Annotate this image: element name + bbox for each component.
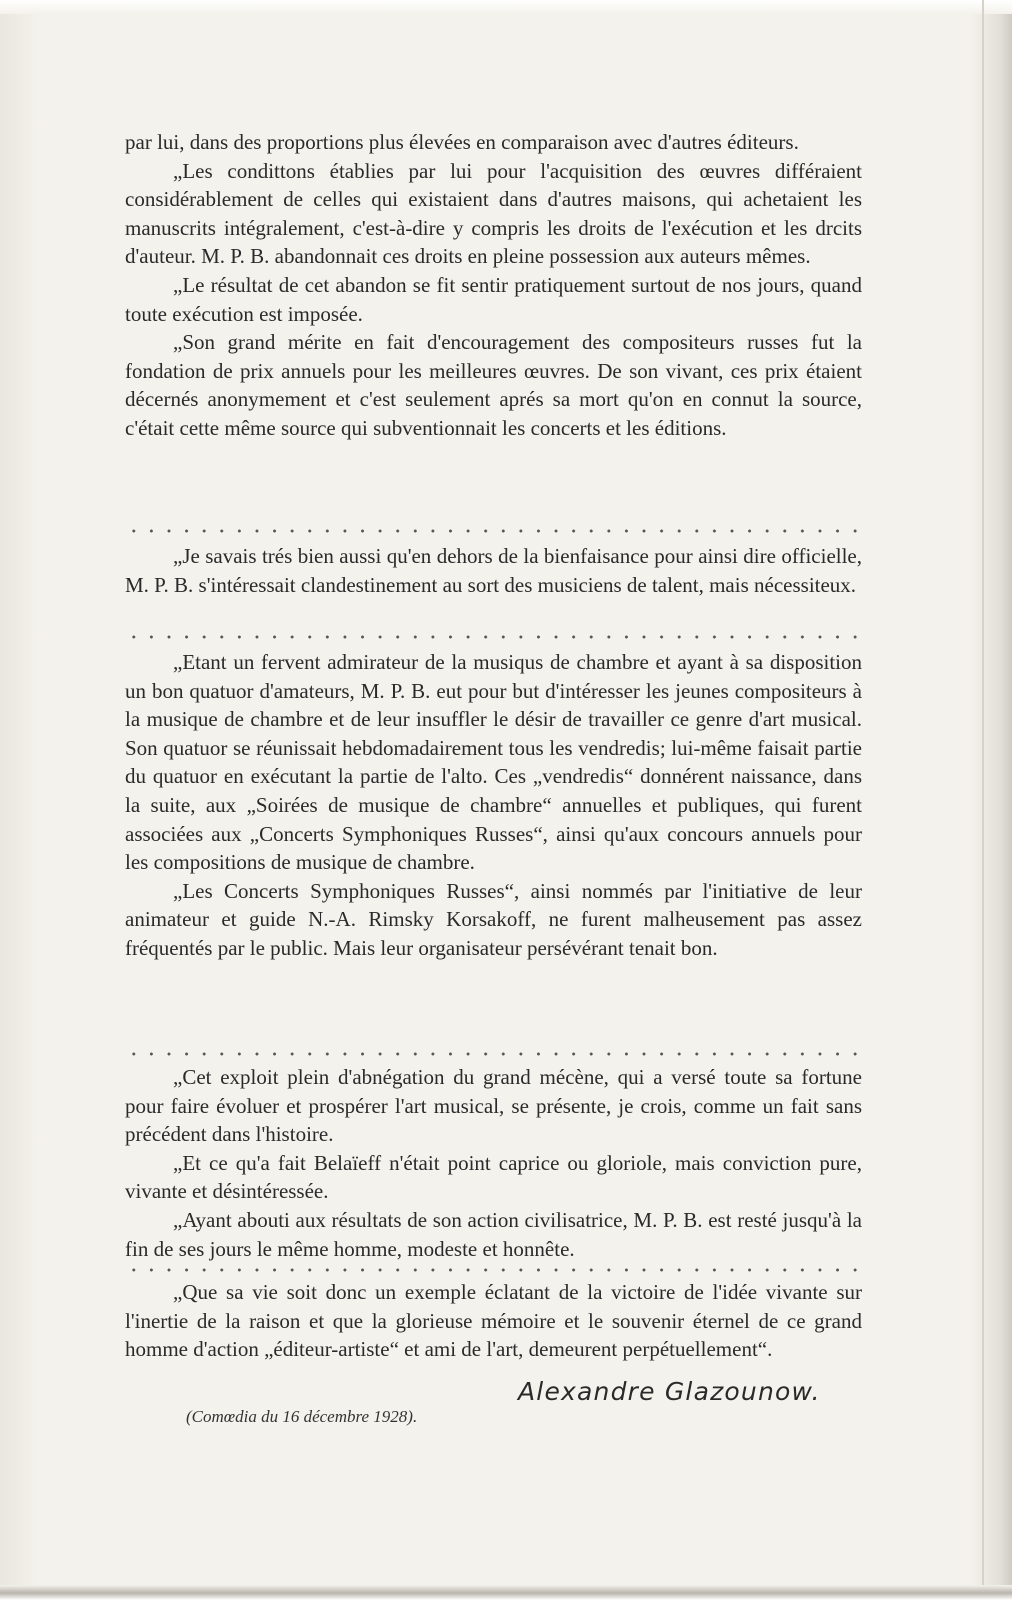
ellipsis-separator [125, 529, 865, 533]
paragraph-10: „Ayant abouti aux résultats de son action civilisatrice, M. P. B. est resté jusqu'à la fin de ses jours le même homme, modeste et honnête. [125, 1207, 862, 1261]
paragraph-3: „Le résultat de cet abandon se fit sentir pratiquement surtout de nos jours, quand toute exécution est imposée. [125, 272, 862, 326]
author-signature: Alexandre Glazounow. [518, 1377, 821, 1406]
page-fold-line [982, 0, 984, 1600]
page-bottom-edge [0, 1585, 1012, 1600]
source-citation: (Comœdia du 16 décembre 1928). [186, 1407, 418, 1426]
ellipsis-separator [125, 635, 865, 639]
text-block-1 [125, 128, 862, 443]
page-top-edge [0, 0, 1012, 14]
text-block-3 [125, 648, 862, 963]
paragraph-9: „Et ce qu'a fait Belaïeff n'était point caprice ou gloriole, mais conviction pure, vivante et désintéressée. [125, 1150, 862, 1204]
paragraph-6: „Etant un fervent admirateur de la musiqus de chambre et ayant à sa disposition un bon quatuor d'amateurs, M. P. B. eut pour but d'intéresser les jeunes compositeurs à la musique de chambre et de leur insuffler le désir de travailler ce genre d'art musical. Son quatuor se réunissait hebdomadairement tous les vendredis; lui-même faisait partie du quatuor en exécutant la partie de l'alto. Ces „vendredis“ donnérent naissance, dans la suite, aux „Soirées de musique de chambre“ annuelles et publiques, qui furent associées aux „Concerts Symphoniques Russes“, ainsi qu'aux concours annuels pour les compositions de musique de chambre. [125, 650, 862, 875]
paragraph-5: „Je savais trés bien aussi qu'en dehors de la bienfaisance pour ainsi dire officielle, M. P. B. s'intéressait clandestinement au sort des musiciens de talent, mais nécessiteux. [125, 544, 862, 597]
text-block-2 [125, 542, 862, 599]
paragraph-11: „Que sa vie soit donc un exemple éclatant de la victoire de l'idée vivante sur l'inertie de la raison et que la glorieuse mémoire et le souvenir éternel de ce grand homme d'action „éditeur-artiste“ et ami de l'art, demeurent perpétuellement“. [125, 1280, 862, 1362]
text-block-4 [125, 1063, 862, 1263]
ellipsis-separator [125, 1052, 865, 1056]
paragraph-2: „Les condittons établies par lui pour l'acquisition des œuvres différaient considérablement de celles qui existaient dans d'autres maisons, qui achetaient les manuscrits intégralement, c'est-à-dire y compris les droits de l'exécution et les drcits d'auteur. M. P. B. abandonnait ces droits en pleine possession aux auteurs mêmes. [125, 158, 862, 269]
paragraph-4: „Son grand mérite en fait d'encouragement des compositeurs russes fut la fondation de prix annuels pour les meilleures œuvres. De son vivant, ces prix étaient décernés anonymement et c'est seulement aprés sa mort qu'on en connut la source, c'était cette même source qui subventionnait les concerts et les éditions. [125, 330, 862, 440]
ellipsis-separator [125, 1268, 865, 1272]
paragraph-7: „Les Concerts Symphoniques Russes“, ainsi nommés par l'initiative de leur animateur et guide N.-A. Rimsky Korsakoff, ne furent malheusement pas assez fréquentés par le public. Mais leur organisateur persévérant tenait bon. [125, 878, 862, 960]
text-block-5-full [125, 1278, 862, 1364]
paragraph-8: „Cet exploit plein d'abnégation du grand mécène, qui a versé toute sa fortune pour faire évoluer et prospérer l'art musical, se présente, je crois, comme un fait sans précédent dans l'histoire. [125, 1065, 862, 1147]
paragraph-1: par lui, dans des proportions plus élevées en comparaison avec d'autres éditeurs. [125, 130, 799, 154]
